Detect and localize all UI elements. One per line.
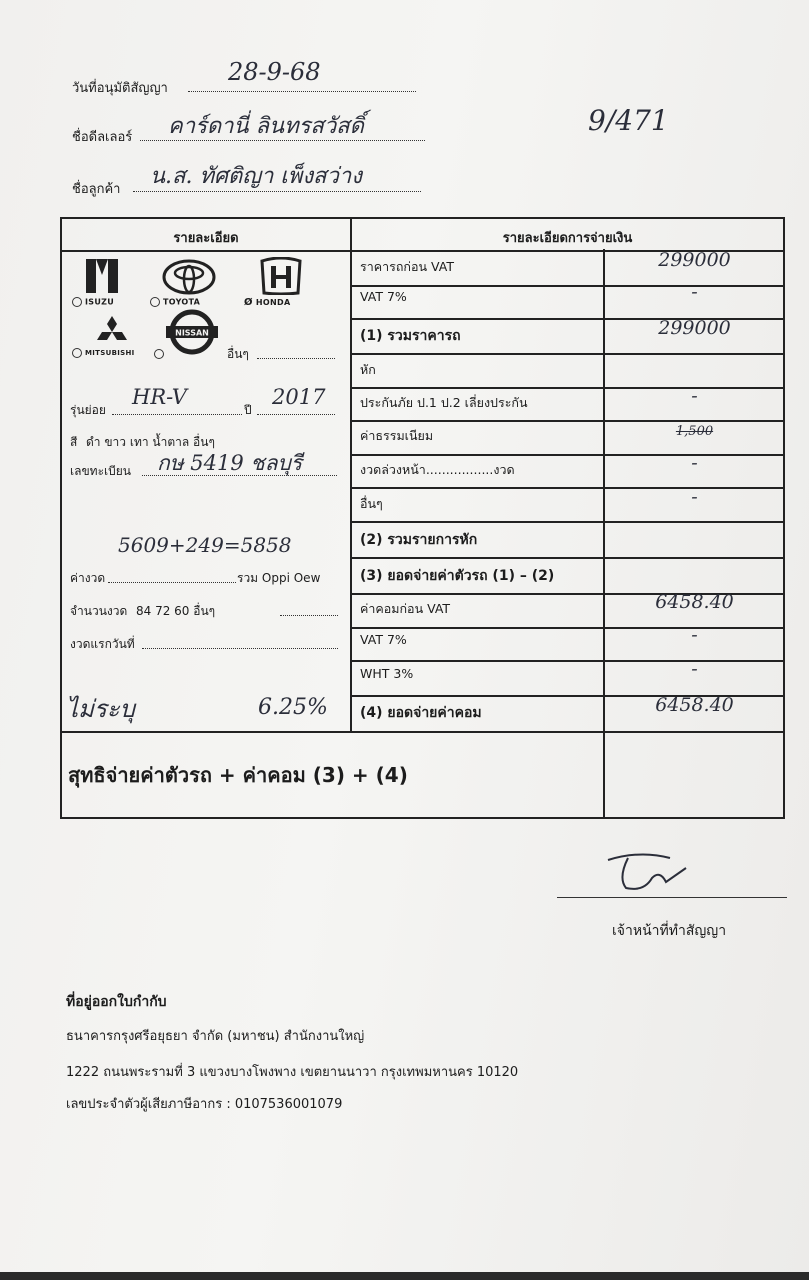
net-total-value [607,749,777,789]
row-label: ค่าคอมก่อน VAT [360,601,451,616]
footer-company: ธนาคารกรุงศรีอยุธยา จำกัด (มหาชน) สำนักงานใหญ่ [66,1029,365,1044]
row-label: ประกันภัย ป.1 ป.2 เลี่ยงประกัน [360,395,528,410]
toyota-option[interactable]: TOYOTA [150,297,200,307]
row-label: ค่าธรรมเนียม [360,428,434,443]
bottom-edge [0,1272,809,1280]
honda-option[interactable]: Ø HONDA [244,297,291,308]
row-label: VAT 7% [360,289,407,304]
first-due-label: งวดแรกวันที่ [70,637,135,651]
row-label: (4) ยอดจ่ายค่าคอม [360,705,482,721]
installment-label: ค่างวด [70,571,106,585]
right-column-header: รายละเอียดการจ่ายเงิน [502,231,633,246]
net-total-label: สุทธิจ่ายค่าตัวรถ + ค่าคอม (3) + (4) [68,763,408,787]
note-rate: 6.25% [258,695,328,720]
color-options[interactable]: ดำ ขาว เทา น้ำตาล อื่นๆ [86,435,215,449]
row-label: หัก [360,362,376,377]
footer-address: 1222 ถนนพระรามที่ 3 แขวงบางโพงพาง เขตยานนาวา กรุงเทพมหานคร 10120 [66,1065,519,1080]
toyota-logo [162,259,216,299]
customer-label: ชื่อลูกค้า [72,182,121,197]
row-label: VAT 7% [360,632,407,647]
row-value: - [691,624,698,646]
row-label: งวดล่วงหน้า.................งวด [360,462,515,477]
terms-options[interactable]: 84 72 60 อื่นๆ [136,604,216,618]
row-value: - [691,281,698,303]
dealer-value: คาร์ดานี่ ลินทรสวัสดิ์ [168,114,364,139]
customer-value: น.ส. ทัศติญา เพ็งสว่าง [150,164,362,189]
approval-date-line [188,91,416,92]
footer-heading: ที่อยู่ออกใบกำกับ [66,994,167,1010]
installment-handwritten: 5609+249=5858 [118,533,292,557]
left-column-header: รายละเอียด [173,231,239,246]
row-value: 299000 [658,317,731,339]
honda-logo [258,257,304,299]
row-label: (3) ยอดจ่ายค่าตัวรถ (1) – (2) [360,568,555,584]
doc-code: 9/471 [588,104,669,137]
year-label: ปี [244,403,252,417]
footer-tax-id: เลขประจำตัวผู้เสียภาษีอากร : 0107536001079 [66,1097,343,1112]
payment-table [60,217,785,819]
model-value: HR-V [132,385,187,409]
note-left: ไม่ระบุ [66,695,135,723]
nissan-logo [164,309,220,359]
signature-mark [600,848,696,898]
row-value: 6458.40 [655,694,734,716]
row-value: - [691,385,698,407]
plate-value: กษ 5419 ชลบุรี [157,451,303,475]
isuzu-option[interactable]: ISUZU [72,297,114,307]
isuzu-logo [84,257,120,299]
row-value: - [691,486,698,508]
svg-text:NISSAN: NISSAN [175,328,209,338]
approval-date-value: 28-9-68 [228,58,321,86]
row-label: ราคารถก่อน VAT [360,259,454,274]
row-label: (2) รวมรายการหัก [360,532,478,548]
row-value: 299000 [658,249,731,271]
row-label: (1) รวมราคารถ [360,328,461,344]
approval-date-label: วันที่อนุมัติสัญญา [72,81,168,96]
row-value: 1,500 [675,424,714,439]
installment-suffix: รวม Oppi Oew [237,571,321,585]
row-value: - [691,452,698,474]
year-value: 2017 [272,385,326,409]
plate-label: เลขทะเบียน [70,464,131,478]
dealer-label: ชื่อดีลเลอร์ [72,130,133,145]
row-label: WHT 3% [360,666,414,681]
terms-label: จำนวนงวด [70,604,128,618]
model-label: รุ่นย่อย [70,403,106,417]
row-value: - [691,658,698,680]
row-label: อื่นๆ [360,496,383,511]
mitsubishi-option[interactable]: MITSUBISHI [72,348,135,358]
row-value: 6458.40 [655,591,734,613]
other-brand-label: อื่นๆ [227,347,249,361]
nissan-option[interactable] [154,349,164,359]
color-label: สี [70,435,78,449]
signature-title: เจ้าหน้าที่ทำสัญญา [612,923,727,939]
